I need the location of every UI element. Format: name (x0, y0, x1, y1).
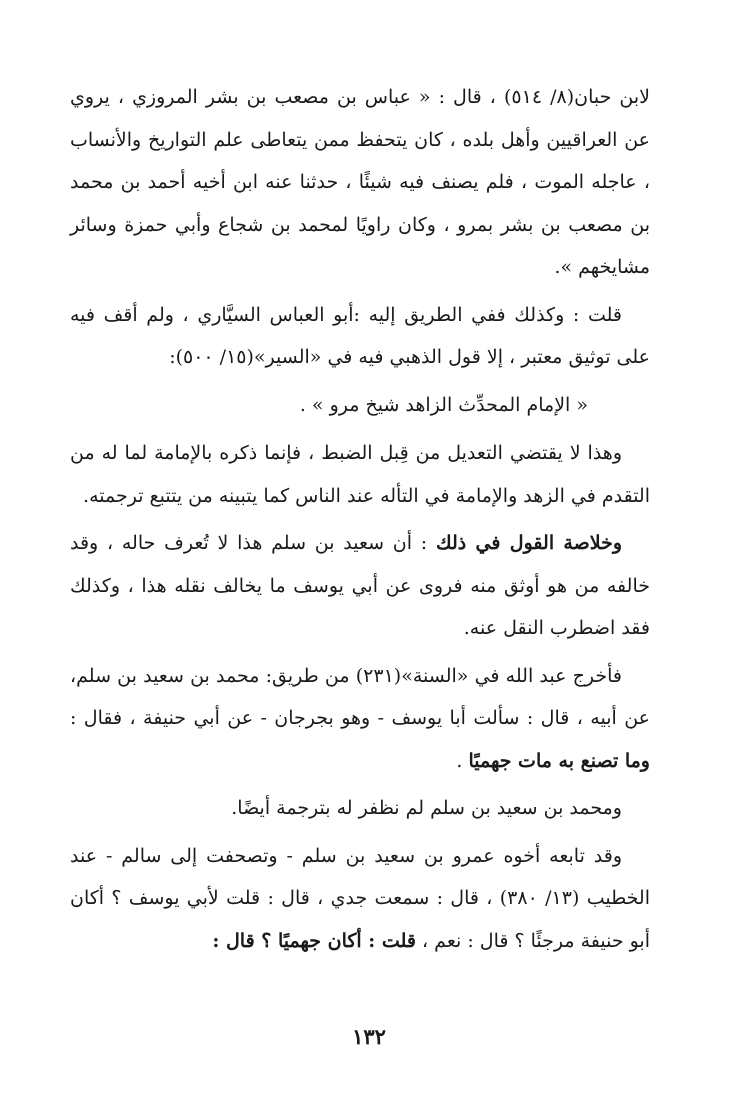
paragraph-conclusion (70, 522, 650, 650)
paragraph-ibn-hibban-quote: لابن حبان(٨/ ٥١٤) ، قال : « عباس بن مصعب بن بشر المروزي ، يروي عن العراقيين وأهل بلده ، كان يتحفظ ممن يتعاطى علم التواريخ والأنساب ، عاجله الموت ، فلم يصنف فيه شيئًا ، حدثنا عنه ابن أخيه أحمد بن محمد بن مصعب بن بشر بمرو ، وكان راويًا لمحمد بن شجاع وأبي حمزة وسائر مشايخهم ». (70, 86, 650, 278)
conclusion-heading: وخلاصة القول في ذلك (435, 532, 622, 554)
amr-bold-question: قلت : أكان جهميًا ؟ قال : (212, 929, 416, 952)
sunnah-bold-quote: وما تصنع به مات جهميًا (468, 749, 650, 772)
paragraph-sayyari-note: قلت : وكذلك ففي الطريق إليه :أبو العباس السيَّاري ، ولم أقف فيه على توثيق معتبر ، إلا قول الذهبي فيه في «السير»(١٥/ ٥٠٠): (70, 303, 650, 368)
body-text (70, 76, 650, 967)
conclusion-text: : أن سعيد بن سلم هذا لا تُعرف حاله ، وقد خالفه من هو أوثق منه فروى عن أبي يوسف ما يخالف نقله هذا ، وكذلك فقد اضطرب النقل عنه. (70, 532, 650, 639)
sunnah-narration-text: فأخرج عبد الله في «السنة»(٢٣١) من طريق: محمد بن سعيد بن سلم، عن أبيه ، قال : سألت أبا يوسف - وهو بجرجان - عن أبي حنيفة ، فقال : (70, 664, 650, 729)
sunnah-tail: . (456, 749, 469, 772)
paragraph-taadil-remark: وهذا لا يقتضي التعديل من قِبل الضبط ، فإنما ذكره بالإمامة لما له من التقدم في الزهد والإمامة في التأله عند الناس كما يتبينه من يتتبع ترجمته. (70, 442, 650, 507)
page-number: ١٣٢ (352, 1024, 386, 1049)
paragraph-dhahabi-quote: « الإمام المحدِّث الزاهد شيخ مرو » . (299, 393, 588, 416)
paragraph-amr-ibn-said (70, 835, 650, 963)
paragraph-muhammad-ibn-said: ومحمد بن سعيد بن سلم لم نظفر له بترجمة أيضًا. (231, 797, 622, 819)
amr-narration-text: وقد تابعه أخوه عمرو بن سعيد بن سلم - وتصحفت إلى سالم - عند الخطيب (١٣/ ٣٨٠) ، قال : سمعت جدي ، قال : قلت لأبي يوسف ؟ أكان أبو حنيفة مرجئًا ؟ قال : نعم ، (70, 844, 650, 952)
paragraph-abdullah-sunnah (70, 655, 650, 783)
